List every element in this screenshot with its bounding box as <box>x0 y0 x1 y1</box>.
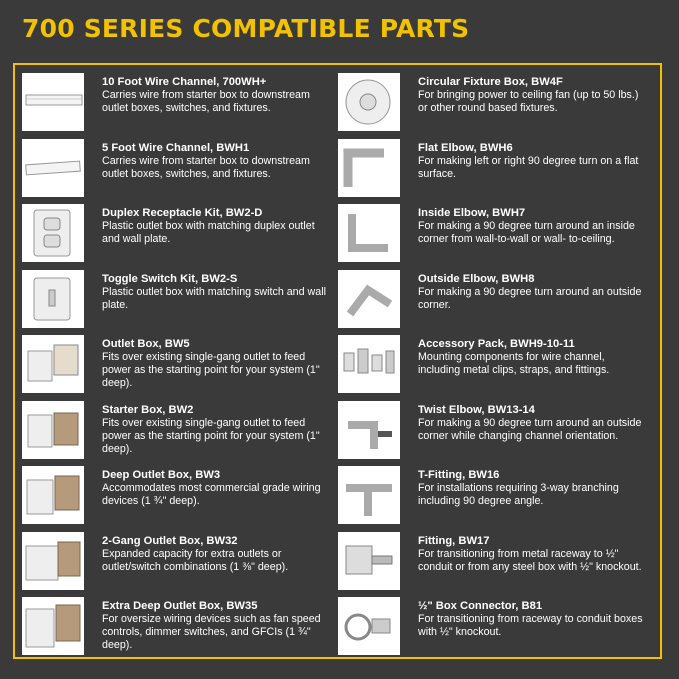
part-name: Outlet Box, BW5 <box>102 338 190 350</box>
part-name: Duplex Receptacle Kit, BW2-D <box>102 207 263 219</box>
part-description: For making left or right 90 degree turn on a flat surface. <box>418 154 639 180</box>
part-text <box>102 273 332 312</box>
part-name: Flat Elbow, BWH6 <box>418 141 513 154</box>
part-description: Fits over existing single-gang outlet to feed power as the starting point for your system (1" deep). <box>102 416 320 455</box>
part-text <box>418 338 648 377</box>
part-description: For making a 90 degree turn around an outside corner. <box>418 285 642 311</box>
part-item-half-box-connector-b81 <box>338 597 658 659</box>
part-item-outlet-box-bw5 <box>22 335 342 397</box>
part-name: Circular Fixture Box, BW4F <box>418 76 563 88</box>
part-item-flat-elbow-bwh6 <box>338 139 658 201</box>
part-description: Plastic outlet box with matching switch and wall plate. <box>102 285 326 311</box>
part-name: Starter Box, BW2 <box>102 403 194 416</box>
part-text <box>102 338 332 390</box>
part-item-5-foot-wire-channel-bwh1 <box>22 139 342 201</box>
part-description: For transitioning from metal raceway to ½" conduit or from any steel box with ½" knockout. <box>418 547 642 573</box>
fitting-icon <box>338 532 400 590</box>
part-item-deep-outlet-box-bw3 <box>22 466 342 528</box>
part-name: T-Fitting, BW16 <box>418 469 500 481</box>
part-item-t-fitting-bw16 <box>338 466 658 528</box>
part-item-10-foot-wire-channel-700wh <box>22 73 342 135</box>
part-text <box>418 535 648 574</box>
part-name: Fitting, BW17 <box>418 534 490 547</box>
part-description: For transitioning from raceway to conduit boxes with ½" knockout. <box>418 613 643 638</box>
part-name: Extra Deep Outlet Box, BW35 <box>102 600 258 612</box>
part-description: For installations requiring 3-way branching including 90 degree angle. <box>418 482 619 507</box>
t-fitting-icon <box>338 466 400 524</box>
part-name: 2-Gang Outlet Box, BW32 <box>102 534 238 547</box>
outside-elbow-icon <box>338 270 400 328</box>
part-item-twist-elbow-bw13-14 <box>338 401 658 463</box>
long-channel-icon <box>22 73 84 131</box>
inside-elbow-icon <box>338 204 400 262</box>
part-item-starter-box-bw2 <box>22 401 342 463</box>
part-text <box>102 600 332 652</box>
part-text <box>102 76 332 115</box>
toggle-switch-icon <box>22 270 84 328</box>
deep-outlet-box-icon <box>22 466 84 524</box>
part-item-accessory-pack-bwh9-10-11 <box>338 335 658 397</box>
two-gang-box-icon <box>22 532 84 590</box>
starter-box-icon <box>22 401 84 459</box>
twist-elbow-icon <box>338 401 400 459</box>
part-description: For oversize wiring devices such as fan speed controls, dimmer switches, and GFCIs (1 ¾" deep). <box>102 613 321 651</box>
part-text <box>102 535 332 574</box>
part-description: For making a 90 degree turn around an inside corner from wall-to-wall or wall- to-ceiling. <box>418 220 635 245</box>
part-text <box>102 404 332 456</box>
part-name: Deep Outlet Box, BW3 <box>102 469 221 481</box>
part-description: For bringing power to ceiling fan (up to 50 lbs.) or other round based fixtures. <box>418 89 639 114</box>
part-item-extra-deep-outlet-box-bw35 <box>22 597 342 659</box>
part-item-fitting-bw17 <box>338 532 658 594</box>
circular-box-icon <box>338 73 400 131</box>
flat-elbow-icon <box>338 139 400 197</box>
part-item-2-gang-outlet-box-bw32 <box>22 532 342 594</box>
duplex-receptacle-icon <box>22 204 84 262</box>
part-text <box>418 469 648 508</box>
part-text <box>418 76 648 115</box>
part-name: Inside Elbow, BWH7 <box>418 207 526 219</box>
part-text <box>418 600 648 639</box>
part-name: Twist Elbow, BW13-14 <box>418 403 535 416</box>
accessory-pack-icon <box>338 335 400 393</box>
outlet-box-icon <box>22 335 84 393</box>
part-item-outside-elbow-bwh8 <box>338 270 658 332</box>
part-name: Outside Elbow, BWH8 <box>418 272 535 285</box>
part-text <box>418 142 648 181</box>
part-description: Accommodates most commercial grade wiring devices (1 ¾" deep). <box>102 482 321 507</box>
part-item-inside-elbow-bwh7 <box>338 204 658 266</box>
part-text <box>418 207 648 246</box>
part-description: Fits over existing single-gang outlet to feed power as the starting point for your system (1" deep). <box>102 351 320 389</box>
part-description: Expanded capacity for extra outlets or outlet/switch combinations (1 ⅜" deep). <box>102 547 289 573</box>
part-description: Carries wire from starter box to downstream outlet boxes, switches, and fixtures. <box>102 89 310 114</box>
part-name: ½" Box Connector, B81 <box>418 600 543 612</box>
part-text <box>102 469 332 508</box>
part-name: 5 Foot Wire Channel, BWH1 <box>102 141 250 154</box>
part-name: 10 Foot Wire Channel, 700WH+ <box>102 76 267 88</box>
part-description: Carries wire from starter box to downstream outlet boxes, switches, and fixtures. <box>102 154 310 180</box>
page-title: 700 SERIES COMPATIBLE PARTS <box>22 14 470 43</box>
part-text <box>102 207 332 246</box>
part-item-toggle-switch-kit-bw2-s <box>22 270 342 332</box>
part-text <box>418 404 648 443</box>
part-name: Toggle Switch Kit, BW2-S <box>102 272 238 285</box>
extra-deep-box-icon <box>22 597 84 655</box>
part-item-circular-fixture-box-bw4f <box>338 73 658 135</box>
part-item-duplex-receptacle-kit-bw2-d <box>22 204 342 266</box>
short-channel-icon <box>22 139 84 197</box>
part-name: Accessory Pack, BWH9-10-11 <box>418 338 575 350</box>
part-description: Mounting components for wire channel, including metal clips, straps, and fittings. <box>418 351 610 376</box>
box-connector-icon <box>338 597 400 655</box>
part-text <box>102 142 332 181</box>
part-text <box>418 273 648 312</box>
part-description: Plastic outlet box with matching duplex outlet and wall plate. <box>102 220 315 245</box>
part-description: For making a 90 degree turn around an outside corner while changing channel orientation. <box>418 416 642 442</box>
